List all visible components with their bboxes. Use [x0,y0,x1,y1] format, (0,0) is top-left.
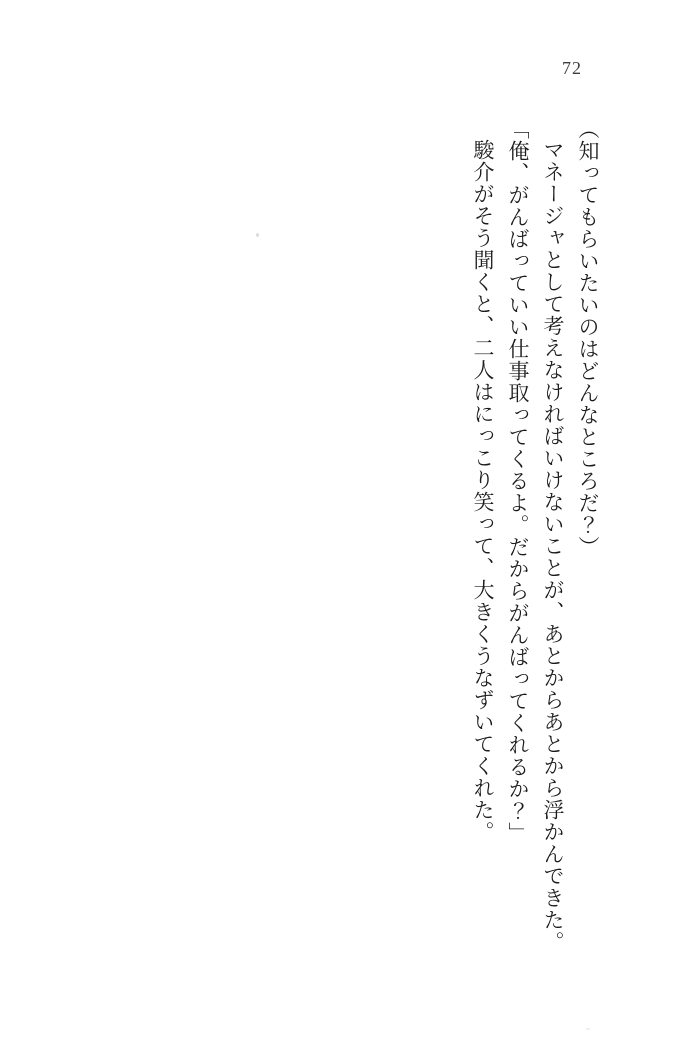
paragraph-parenthetical: （知ってもらいたいのはどんなところだ？） [576,118,600,558]
body-text-block [465,118,605,963]
scan-speck [586,1028,590,1030]
scan-speck [256,233,259,237]
paragraph-narration-2: 駿介がそう聞くと、二人はにっこり笑って、大きくうなずいてくれた。 [471,139,495,843]
paragraph-dialogue: 「俺、がんばっていい仕事取ってくるよ。だからがんばってくれるか？」 [506,118,530,844]
page-number: 72 [562,58,582,78]
paragraph-narration-1: マネージャとして考えなければいけないことが、あとからあとから浮かんできた。 [541,139,565,953]
